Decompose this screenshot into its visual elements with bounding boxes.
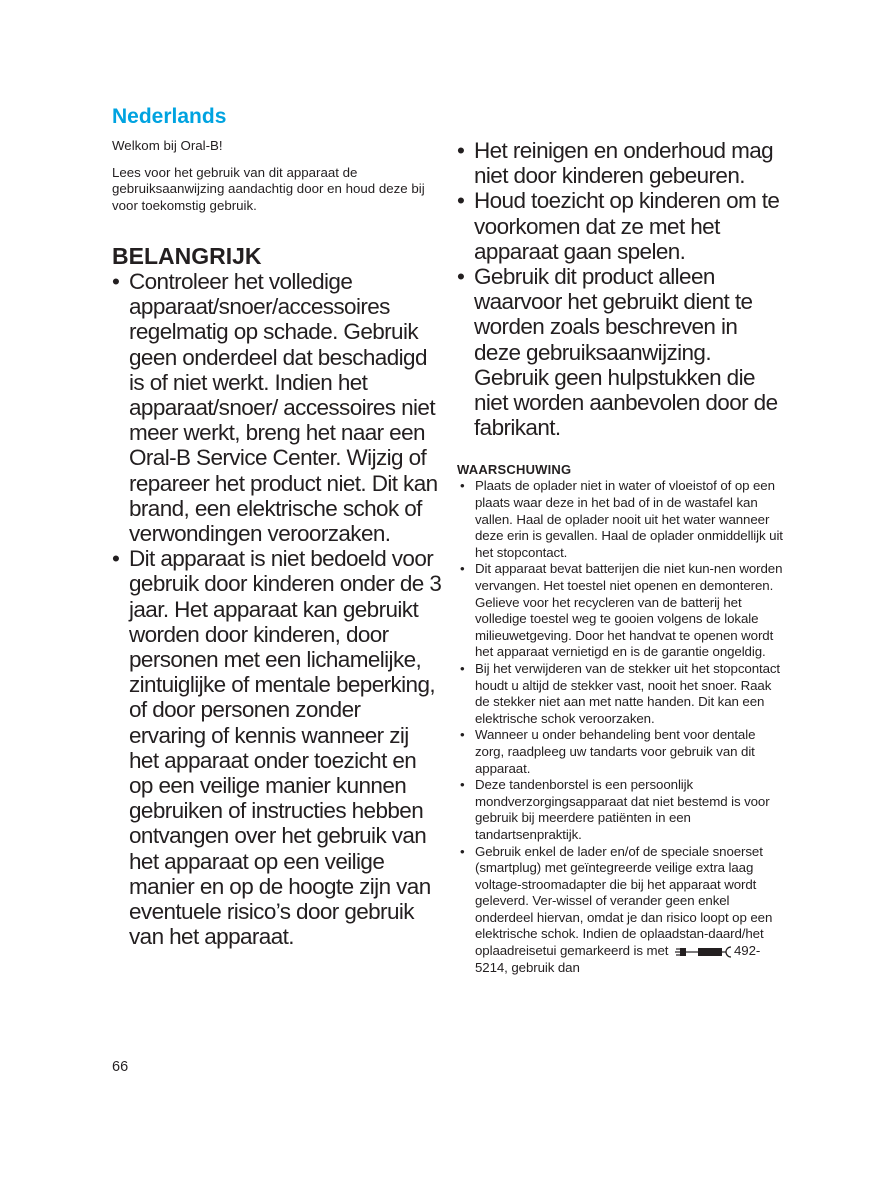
bullet-icon: •: [457, 138, 465, 163]
important-item-text: Dit apparaat is niet bedoeld voor gebruik door kinderen onder de 3 jaar. Het apparaat kan gebruikt worden door kinderen, door personen met een lichamelijke, zintuiglijke of mentale beperking, of door personen zonder ervaring of kennis wanneer zij het apparaat onder toezicht en op een veilige manier kunnen gebruiken of instructies hebben ontvangen over het gebruik van het apparaat op een veilige manier en op de hoogte zijn van eventuele risico’s door gebruik van het apparaat.: [129, 546, 442, 950]
warning-item: [457, 478, 787, 561]
important-item: [457, 264, 787, 440]
important-item-text: Houd toezicht op kinderen om te voorkomen dat ze met het apparaat gaan spelen.: [474, 188, 780, 264]
warning-item: [457, 561, 787, 661]
warning-item-text: Plaats de oplader niet in water of vloeistof of op een plaats waar deze in het bad of in de wastafel kan vallen. Haal de oplader nooit uit het water wanneer deze erin is gevallen. Haal de oplader onmiddellijk uit het stopcontact.: [475, 478, 783, 560]
bullet-icon: •: [112, 269, 120, 294]
warning-heading: WAARSCHUWING: [457, 462, 572, 478]
warning-item: [457, 777, 787, 843]
important-item: [457, 188, 787, 264]
warning-item-text: Dit apparaat bevat batterijen die niet kun-nen worden vervangen. Het toestel niet openen en demonteren. Gelieve voor het recycleren van de batterij het volledige toestel weg te gooien volgens de lokale milieuwetgeving. Door het handvat te openen wordt het apparaat vernietigd en is de garantie ongeldig.: [475, 561, 783, 660]
read-instructions-text: Lees voor het gebruik van dit apparaat de gebruiksaanwijzing aandachtig door en houd deze bij voor toekomstig gebruik.: [112, 164, 425, 213]
warning-item-text-start: Gebruik enkel de lader en/of de speciale snoerset (smartplug) met geïntegreerde veilige extra laag voltage-stroomadapter die bij het apparaat wordt geleverd. Ver-wissel of verander geen enkel onderdeel hiervan, omdat je dan risico loopt op een elektrische schok. Indien de oplaadstan-daard/het oplaadreisetui gemarkeerd is met: [475, 843, 773, 959]
important-item-text: Gebruik dit product alleen waarvoor het gebruikt dient te worden zoals beschreven in deze gebruiksaanwijzing. Gebruik geen hulpstukken die niet worden aanbevolen door de fabrikant.: [474, 264, 778, 441]
important-item-text: Controleer het volledige apparaat/snoer/accessoires regelmatig op schade. Gebruik geen onderdeel dat beschadigd is of niet werkt. Indien het apparaat/snoer/ accessoires niet meer werkt, breng het naar een Oral-B Service Center. Wijzig of repareer het product niet. Dit kan brand, een elektrische schok of verwondingen veroorzaken.: [129, 269, 438, 547]
bullet-icon: •: [112, 546, 120, 572]
warning-item: [457, 727, 787, 777]
bullet-icon: •: [460, 478, 465, 494]
page-number: 66: [112, 1059, 129, 1075]
smartplug-adapter-icon: [674, 946, 732, 958]
welcome-text: Welkom bij Oral-B!: [112, 138, 223, 153]
important-list-continued: [457, 138, 787, 440]
important-heading: BELANGRIJK: [112, 243, 262, 269]
bullet-icon: •: [460, 727, 465, 743]
warning-item-text: Bij het verwijderen van de stekker uit het stopcontact houdt u altijd de stekker vast, nooit het snoer. Raak de stekker niet aan met natte handen. Dit kan een elektrische schok veroorzaken.: [475, 660, 781, 726]
bullet-icon: •: [460, 843, 465, 859]
bullet-icon: •: [460, 777, 465, 793]
warning-item-text-end: 492-5214, gebruik dan: [475, 943, 761, 975]
important-item: [112, 269, 442, 546]
bullet-icon: •: [460, 660, 465, 676]
important-item: [457, 138, 787, 188]
bullet-icon: •: [460, 561, 465, 577]
warning-item: [457, 661, 787, 727]
important-list: [112, 269, 442, 949]
warning-list: [457, 478, 787, 976]
warning-item-text: Deze tandenborstel is een persoonlijk mondverzorgingsapparaat dat niet bestemd is voor gebruik bij meerdere patiënten in een tandartsenpraktijk.: [475, 777, 770, 842]
language-heading: Nederlands: [112, 105, 227, 128]
important-item-text: Het reinigen en onderhoud mag niet door kinderen gebeuren.: [474, 138, 774, 189]
bullet-icon: •: [457, 188, 465, 214]
left-column: [112, 104, 442, 949]
warning-item: [457, 844, 787, 977]
bullet-icon: •: [457, 264, 465, 290]
right-column: [457, 138, 787, 976]
warning-item-text: Wanneer u onder behandeling bent voor dentale zorg, raadpleeg uw tandarts voor gebruik van dit apparaat.: [475, 727, 756, 776]
important-item: [112, 546, 442, 949]
